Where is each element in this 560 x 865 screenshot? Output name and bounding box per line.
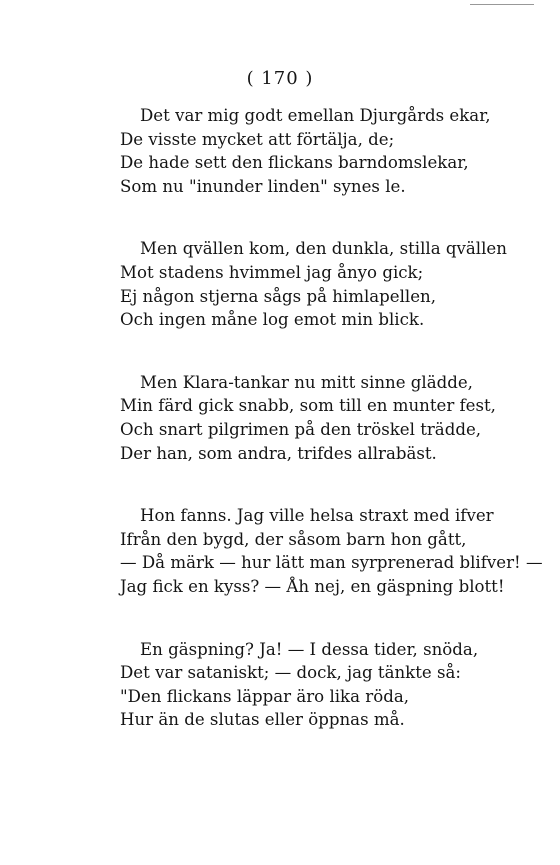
poem-line: Det var mig godt emellan Djurgårds ekar, <box>140 106 491 125</box>
stanza-5 <box>120 638 540 732</box>
poem-line: "Den flickans läppar äro lika röda, <box>120 686 409 706</box>
poem-line: En gäspning? Ja! — I dessa tider, snöda, <box>140 639 479 659</box>
poem-line: Men qvällen kom, den dunkla, stilla qvällen <box>140 239 507 259</box>
poem-line: Der han, som andra, trifdes allrabäst. <box>120 443 437 463</box>
poem <box>120 104 543 771</box>
poem-line: Min färd gick snabb, som till en munter fest, <box>120 396 496 416</box>
poem-line: Som nu "inunder linden" synes le. <box>120 176 406 196</box>
poem-line: Och ingen måne log emot min blick. <box>120 310 425 330</box>
poem-line: Men Klara-tankar nu mitt sinne glädde, <box>140 372 473 392</box>
stanza-3 <box>120 371 540 465</box>
poem-line: Det var sataniskt; — dock, jag tänkte så: <box>120 663 461 683</box>
poem-line: De visste mycket att förtälja, de; <box>120 129 395 149</box>
top-edge-rule <box>470 4 534 5</box>
poem-line: Och snart pilgrimen på den tröskel trädde, <box>120 419 482 439</box>
poem-line: Ej någon stjerna sågs på himlapellen, <box>120 286 437 306</box>
poem-line: De hade sett den flickans barndomslekar, <box>120 153 469 173</box>
stanza-2 <box>120 237 540 331</box>
poem-line: Hon fanns. Jag ville helsa straxt med ifver <box>140 506 494 526</box>
page-number: ( 170 ) <box>246 68 314 89</box>
poem-line: Ifrån den bygd, der såsom barn hon gått, <box>120 529 467 549</box>
poem-line: Hur än de slutas eller öppnas må. <box>120 710 405 730</box>
poem-line: Mot stadens hvimmel jag ånyo gick; <box>120 262 424 282</box>
poem-line: Jag fick en kyss? — Åh nej, en gäspning blott! <box>120 576 505 596</box>
stanza-4 <box>120 504 543 598</box>
poem-line: — Då märk — hur lätt man syrprenerad blifver! — <box>120 553 543 573</box>
stanza-1 <box>120 104 540 198</box>
